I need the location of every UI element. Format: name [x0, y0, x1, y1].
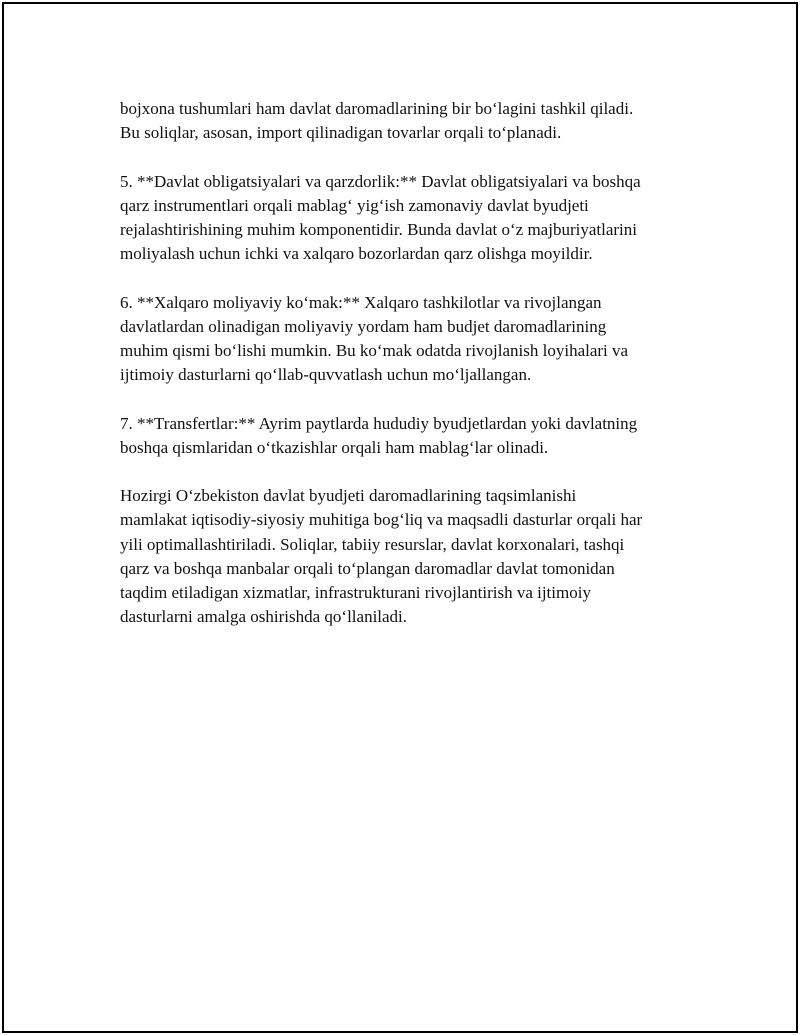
paragraph-international-aid: [120, 291, 700, 388]
paragraph-customs-revenue: [120, 97, 700, 145]
text-line: bojxona tushumlari ham davlat daromadlarining bir bo‘lagini tashkil qiladi.: [120, 99, 634, 118]
paragraph-transfers: [120, 412, 700, 460]
page-frame: [2, 2, 798, 1033]
text-line: muhim qismi bo‘lishi mumkin. Bu ko‘mak odatda rivojlanish loyihalari va: [120, 341, 629, 360]
text-line: 7. **Transfertlar:** Ayrim paytlarda hududiy byudjetlardan yoki davlatning: [120, 413, 638, 433]
text-line: Hozirgi O‘zbekiston davlat byudjeti daromadlarining taqsimlanishi: [120, 486, 577, 506]
text-line: davlatlardan olinadigan moliyaviy yordam ham budjet daromadlarining: [120, 316, 607, 336]
text-line: qarz va boshqa manbalar orqali to‘plangan daromadlar davlat tomonidan: [120, 558, 615, 578]
text-line: Bu soliqlar, asosan, import qilinadigan tovarlar orqali to‘planadi.: [120, 123, 562, 143]
text-line: moliyalash uchun ichki va xalqaro bozorlardan qarz olishga moyildir.: [120, 244, 593, 264]
document-body: [120, 97, 700, 654]
text-line: qarz instrumentlari orqali mablag‘ yig‘ish zamonaviy davlat byudjeti: [120, 195, 589, 215]
text-line: taqdim etiladigan xizmatlar, infrastrukturani rivojlantirish va ijtimoiy: [120, 583, 591, 602]
text-line: ijtimoiy dasturlarni qo‘llab-quvvatlash uchun mo‘ljallangan.: [120, 365, 532, 385]
text-line: dasturlarni amalga oshirishda qo‘llaniladi.: [120, 607, 408, 627]
text-line: 6. **Xalqaro moliyaviy ko‘mak:** Xalqaro tashkilotlar va rivojlangan: [120, 292, 602, 312]
paragraph-government-bonds: [120, 170, 700, 267]
text-line: 5. **Davlat obligatsiyalari va qarzdorlik:** Davlat obligatsiyalari va boshqa: [120, 171, 641, 191]
text-line: mamlakat iqtisodiy-siyosiy muhitiga bog‘liq va maqsadli dasturlar orqali har: [120, 510, 643, 530]
paragraph-conclusion: [120, 484, 700, 629]
text-line: boshqa qismlaridan o‘tkazishlar orqali ham mablag‘lar olinadi.: [120, 437, 549, 457]
text-line: rejalashtirishining muhim komponentidir. Bunda davlat o‘z majburiyatlarini: [120, 220, 637, 239]
text-line: yili optimallashtiriladi. Soliqlar, tabiiy resurslar, davlat korxonalari, tashqi: [120, 534, 625, 554]
